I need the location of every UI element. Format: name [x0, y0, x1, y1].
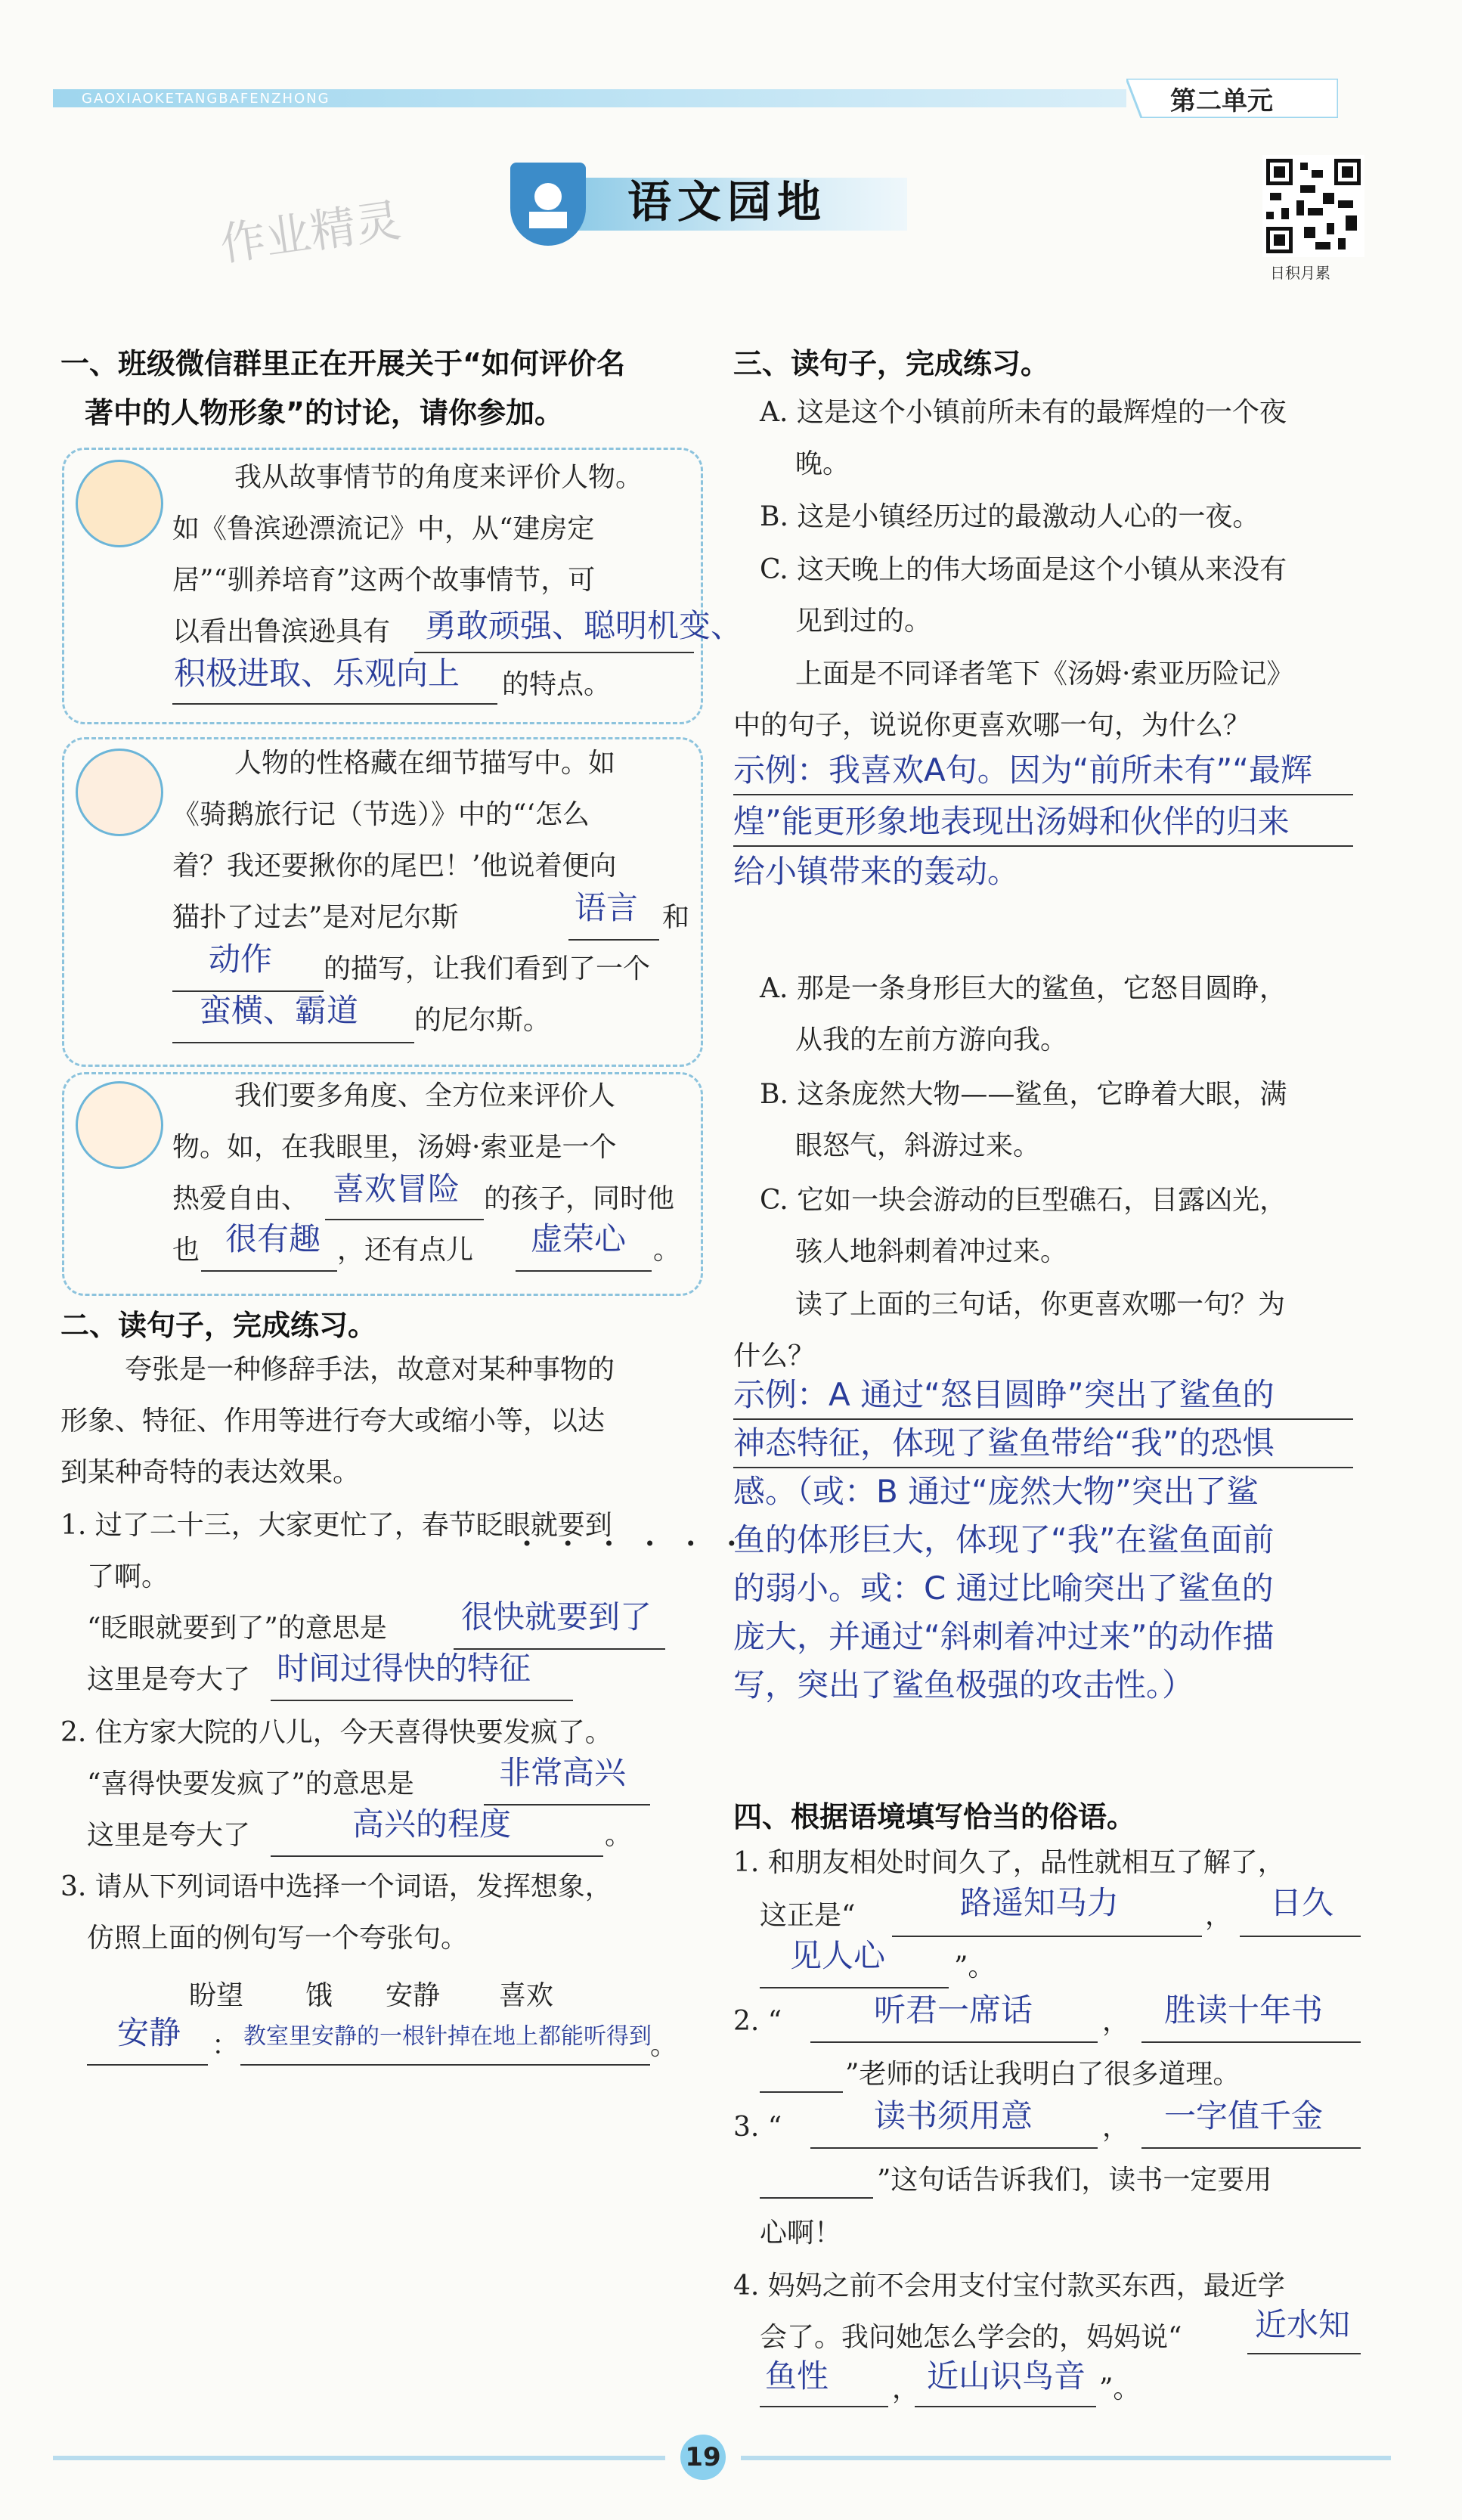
s2-q1-line3: “眨眼就要到了”的意思是: [87, 1613, 387, 1644]
s4-q2-blank2[interactable]: [1141, 2041, 1361, 2043]
b1-line2: 如《鲁滨逊漂流记》中，从“建房定: [172, 513, 595, 544]
boy-avatar-icon: [76, 460, 163, 547]
s2-title: 二、读句子，完成练习。: [60, 1309, 377, 1342]
s4-q4-answer2: 鱼性: [765, 2357, 829, 2394]
s4-q2-line2: ”老师的话让我明白了很多道理。: [845, 2059, 1241, 2090]
b2-blank1[interactable]: [568, 939, 659, 941]
qr-caption: 日积月累: [1270, 264, 1330, 282]
s4-q1-blank2[interactable]: [1240, 1936, 1361, 1937]
s3-q2-answer-line: 示例：A 通过“怒目圆睁”突出了鲨鱼的: [733, 1376, 1275, 1413]
b3-answer2: 很有趣: [225, 1220, 321, 1257]
b2-line4: 猫扑了过去”是对尼尔斯: [172, 902, 459, 933]
s2-q1-answer1: 很快就要到了: [461, 1598, 652, 1635]
s4-q4-answer1: 近水知: [1255, 2306, 1351, 2343]
s2-q2-answer1: 非常高兴: [499, 1754, 627, 1791]
s2-q2-line3: 这里是夸大了: [87, 1820, 251, 1851]
s4-q2-prefix: 2. “: [733, 2006, 782, 2037]
word-option: 饿: [305, 1980, 333, 2011]
s3-A2: A. 那是一条身形巨大的鲨鱼，它怒目圆睁，: [760, 973, 1287, 1004]
s3-q2-answer-line: 庞大，并通过“斜刺着冲过来”的动作描: [733, 1618, 1275, 1655]
s4-q3-answer2: 一字值千金: [1164, 2097, 1324, 2134]
s2-intro1: 夸张是一种修辞手法，故意对某种事物的: [125, 1354, 615, 1385]
s3-C2: C. 它如一块会游动的巨型礁石，目露凶光，: [760, 1185, 1287, 1216]
s4-q2-blank1[interactable]: [810, 2041, 1098, 2043]
page-number: 19: [680, 2435, 726, 2480]
b3-line4b: ，还有点儿: [337, 1235, 474, 1266]
unit-text: 第二单元: [1170, 86, 1273, 116]
emphasis-dots: ••••••: [522, 1533, 767, 1554]
b3-line2: 物。如，在我眼里，汤姆·索亚是一个: [172, 1132, 617, 1163]
s4-q2-answer1: 听君一席话: [874, 1992, 1033, 2029]
b3-blank3[interactable]: [516, 1270, 652, 1272]
unit-label: [1126, 79, 1338, 118]
s4-q4-blank1[interactable]: [1247, 2353, 1361, 2354]
s2-q3-line2: 仿照上面的例句写一个夸张句。: [87, 1923, 469, 1954]
s4-q4-line1: 4. 妈妈之前不会用支付宝付款买东西，最近学: [733, 2270, 1285, 2301]
b2-line3: 着？我还要揪你的尾巴！’他说着便向: [172, 851, 617, 882]
s3-B1: B. 这是小镇经历过的最激动人心的一夜。: [760, 501, 1260, 532]
page-header: [53, 83, 1338, 116]
qr-code-icon[interactable]: [1262, 155, 1364, 257]
s4-q1-blank1[interactable]: [892, 1936, 1202, 1937]
b2-line6: 的尼尔斯。: [414, 1005, 551, 1036]
b3-line3b: 的孩子，同时他: [484, 1183, 675, 1214]
s2-intro2: 形象、特征、作用等进行夸大或缩小等，以达: [60, 1406, 606, 1437]
s2-q1-blank2[interactable]: [271, 1700, 573, 1701]
s2-q1-answer2: 时间过得快的特征: [277, 1650, 531, 1687]
b2-line4b: 和: [662, 902, 690, 933]
b3-line4: 也: [172, 1235, 200, 1266]
word-option: 盼望: [189, 1980, 244, 2011]
word-option: 喜欢: [499, 1980, 554, 2011]
s4-q2-answer2: 胜读十年书: [1164, 1992, 1324, 2029]
b2-answer3: 蛮横、霸道: [200, 992, 359, 1029]
s1-title-line2: 著中的人物形象”的讨论，请你参加。: [85, 396, 563, 429]
s4-q4-line2: 会了。我问她怎么学会的，妈妈说“: [760, 2322, 1182, 2353]
b3-answer1: 喜欢冒险: [333, 1170, 460, 1207]
s3-B2b: 眼怒气，斜游过来。: [795, 1130, 1041, 1161]
s2-q3-blank2[interactable]: [240, 2064, 650, 2066]
b2-line5: 的描写，让我们看到了一个: [324, 953, 651, 984]
s2-q2-answer2: 高兴的程度: [352, 1806, 512, 1843]
b3-blank1[interactable]: [325, 1219, 484, 1220]
s4-q3-blank1[interactable]: [810, 2147, 1098, 2149]
section-title-banner: [529, 163, 907, 246]
s4-q3-line2: ”这句话告诉我们，读书一定要用: [877, 2165, 1272, 2196]
s4-q1-line1: 1. 和朋友相处时间久了，品性就相互了解了，: [733, 1847, 1285, 1878]
s4-q3-comma: ，: [1102, 2112, 1130, 2143]
b1-line5: 的特点。: [502, 669, 612, 700]
s2-q3-answer2: 教室里安静的一根针掉在地上都能听得到: [243, 2023, 652, 2050]
b2-line2: 《骑鹅旅行记（节选）》中的“‘怎么: [172, 799, 590, 830]
s2-q1-line2: 了啊。: [87, 1561, 169, 1592]
s4-q1-comma: ，: [1205, 1900, 1233, 1931]
b1-blank2[interactable]: [172, 703, 497, 705]
s3-C1b: 见到过的。: [795, 606, 932, 637]
s3-A2b: 从我的左前方游向我。: [795, 1024, 1068, 1055]
book-icon: [510, 163, 586, 246]
b2-line1: 人物的性格藏在细节描写中。如: [234, 748, 616, 779]
s4-q2-comma: ，: [1102, 2006, 1130, 2037]
s3-q1-line1: 上面是不同译者笔下《汤姆·索亚历险记》: [795, 659, 1294, 690]
s3-q1-answer3: 给小镇带来的轰动。: [733, 853, 1020, 890]
s2-q1-line4: 这里是夸大了: [87, 1664, 251, 1695]
b3-line4c: 。: [653, 1235, 681, 1266]
s3-q1-answer2: 煌”能更形象地表现出汤姆和伙伴的归来: [733, 803, 1290, 840]
s3-C2b: 骇人地斜刺着冲过来。: [795, 1236, 1068, 1267]
b1-line1: 我从故事情节的角度来评价人物。: [234, 462, 643, 493]
s2-q2-blank2[interactable]: [271, 1855, 603, 1857]
s2-q2-line1: 2. 住方家大院的八儿，今天喜得快要发疯了。: [60, 1717, 612, 1748]
s3-q2-line2: 什么？: [733, 1341, 816, 1372]
s2-q1-line1: 1. 过了二十三，大家更忙了，春节眨眼就要到: [60, 1510, 612, 1541]
s4-q3-prefix: 3. “: [733, 2112, 782, 2143]
s3-q1-answer1: 示例：我喜欢A句。因为“前所未有”“最辉: [733, 752, 1313, 789]
b2-blank3[interactable]: [172, 1042, 414, 1043]
s2-q3-answer1: 安静: [117, 2014, 181, 2051]
s3-A1: A. 这是这个小镇前所未有的最辉煌的一个夜: [760, 397, 1287, 428]
s3-A1b: 晚。: [795, 448, 850, 479]
watermark: 作业精灵: [216, 194, 404, 272]
b3-line3: 热爱自由、: [172, 1183, 309, 1214]
s3-B2: B. 这条庞然大物——鲨鱼，它睁着大眼，满: [760, 1079, 1287, 1110]
s4-q1-prefix: 这正是“: [760, 1900, 856, 1931]
s4-q1-answer1: 路遥知马力: [960, 1884, 1120, 1921]
s2-q2-line2: “喜得快要发疯了”的意思是: [87, 1768, 414, 1799]
page-footer: [0, 2435, 1462, 2480]
s4-title: 四、根据语境填写恰当的俗语。: [733, 1800, 1136, 1833]
s4-q3-blank3[interactable]: [760, 2197, 873, 2199]
s2-q3-blank1[interactable]: [87, 2064, 208, 2066]
s3-q2-answer-line: 的弱小。或：C 通过比喻突出了鲨鱼的: [733, 1570, 1274, 1607]
header-subtitle: GAOXIAOKETANGBAFENZHONG: [82, 91, 330, 107]
s1-title-line1: 一、班级微信群里正在开展关于“如何评价名: [60, 347, 625, 380]
s2-q3-colon: ：: [212, 2030, 240, 2061]
page-title: 语文园地: [627, 176, 828, 228]
s2-intro3: 到某种奇特的表达效果。: [60, 1457, 361, 1488]
b2-answer2: 动作: [209, 941, 273, 978]
s4-q1-answer3: 见人心: [790, 1937, 886, 1974]
s2-q3-period: 。: [650, 2030, 678, 2061]
b3-blank2[interactable]: [201, 1270, 337, 1272]
s4-q4-end: ”。: [1099, 2373, 1141, 2404]
s3-q2-answer-line: 神态特征，体现了鲨鱼带给“我”的恐惧: [733, 1424, 1275, 1461]
s4-q4-blank2[interactable]: [760, 2406, 888, 2407]
girl-avatar-icon: [76, 749, 163, 836]
s4-q1-close: ”。: [954, 1951, 996, 1982]
s3-q2-answer-line: 写，突出了鲨鱼极强的攻击性。）: [733, 1666, 1194, 1703]
s3-q2-answer-line: 感。（或：B 通过“庞然大物”突出了鲨: [733, 1473, 1259, 1510]
s4-q4-answer3: 近山识鸟音: [927, 2357, 1086, 2394]
s2-q3-line1: 3. 请从下列词语中选择一个词语，发挥想象，: [60, 1871, 612, 1902]
s4-q2-blank3[interactable]: [760, 2091, 843, 2093]
s3-q1-line2: 中的句子，说说你更喜欢哪一句，为什么？: [733, 710, 1251, 741]
s4-q3-answer1: 读书须用意: [874, 2097, 1033, 2134]
s3-title: 三、读句子，完成练习。: [733, 347, 1050, 380]
word-option: 安静: [386, 1980, 441, 2011]
s3-C1: C. 这天晚上的伟大场面是这个小镇从来没有: [760, 554, 1287, 585]
b1-answer2: 积极进取、乐观向上: [174, 655, 460, 692]
s3-q2-line1: 读了上面的三句话，你更喜欢哪一句？为: [795, 1289, 1286, 1320]
s4-q4-blank3[interactable]: [915, 2406, 1096, 2407]
s4-q1-answer2: 日久: [1270, 1884, 1334, 1921]
s4-q4-comma: ，: [892, 2373, 920, 2404]
s3-q2-answer-line: 鱼的体形巨大，体现了“我”在鲨鱼面前: [733, 1521, 1275, 1558]
b1-line3: 居”“驯养培育”这两个故事情节，可: [172, 565, 596, 596]
b1-answer1: 勇敢顽强、聪明机变、: [425, 607, 743, 644]
s3-q1-blank1[interactable]: [733, 794, 1353, 795]
b3-answer3: 虚荣心: [531, 1220, 627, 1257]
s2-q2-period: 。: [605, 1820, 633, 1851]
b1-line4: 以看出鲁滨逊具有: [172, 616, 391, 647]
s4-q3-blank2[interactable]: [1141, 2147, 1361, 2149]
s4-q3-line3: 心啊！: [760, 2218, 842, 2249]
b2-answer1: 语言: [575, 889, 639, 926]
thinking-girl-avatar-icon: [76, 1081, 163, 1169]
b3-line1: 我们要多角度、全方位来评价人: [234, 1080, 616, 1111]
